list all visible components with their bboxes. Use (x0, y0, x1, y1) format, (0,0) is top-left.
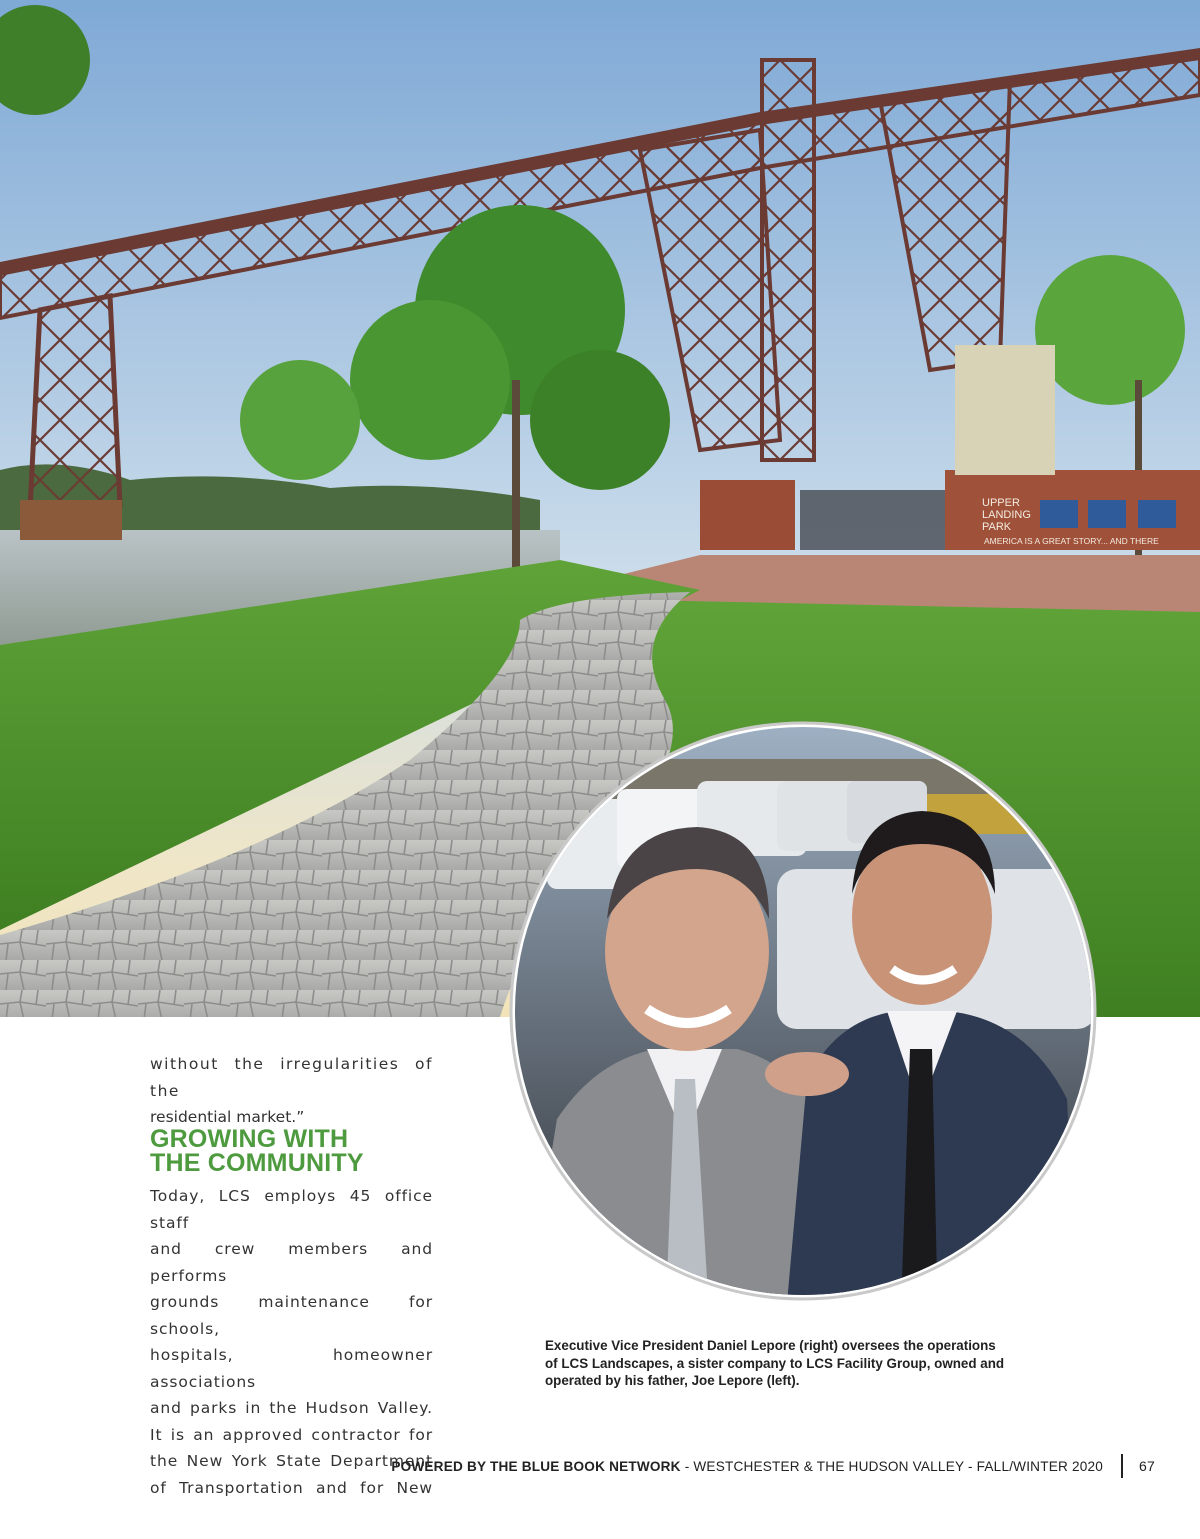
footer-brand: POWERED BY THE BLUE BOOK NETWORK (391, 1458, 681, 1474)
park-sign-line-1: UPPER (982, 497, 1020, 509)
footer-publication: - WESTCHESTER & THE HUDSON VALLEY - FALL/WINTER 2020 (680, 1458, 1104, 1474)
caption-line: of LCS Landscapes, a sister company to LCS Facility Group, owned and (545, 1355, 1005, 1371)
heading-line: GROWING WITH (150, 1125, 349, 1153)
wall-inscription: AMERICA IS A GREAT STORY... AND THERE (984, 536, 1159, 546)
paragraph-line: and crew members and performs (150, 1240, 433, 1285)
paragraph-line: the New York State Department (150, 1452, 433, 1470)
paragraph-line: hospitals, homeowner associations (150, 1346, 433, 1391)
intro-line: without the irregularities of the (150, 1055, 433, 1100)
footer-divider (1121, 1454, 1123, 1478)
page-number: 67 (1139, 1458, 1155, 1474)
paragraph-line: Today, LCS employs 45 office staff (150, 1187, 433, 1232)
caption-line: operated by his father, Joe Lepore (left). (545, 1373, 800, 1388)
intro-line: residential market.” (150, 1108, 305, 1126)
paragraph-line: grounds maintenance for schools, (150, 1293, 433, 1338)
paragraph-line: of Transportation and for New (150, 1478, 433, 1497)
page-footer (391, 1451, 1155, 1481)
paragraph-line: It is an approved contractor for (150, 1425, 433, 1444)
section-heading (150, 1127, 450, 1175)
paragraph-line: and parks in the Hudson Valley. (150, 1399, 433, 1417)
heading-line: THE COMMUNITY (150, 1149, 364, 1177)
intro-text (150, 1051, 433, 1131)
portrait-photo (507, 719, 1099, 1303)
photo-caption (545, 1337, 1045, 1390)
caption-line: Executive Vice President Daniel Lepore (right) oversees the operations (545, 1338, 996, 1353)
park-sign-line-2: LANDING (982, 509, 1031, 521)
park-sign-line-3: PARK (982, 521, 1012, 533)
